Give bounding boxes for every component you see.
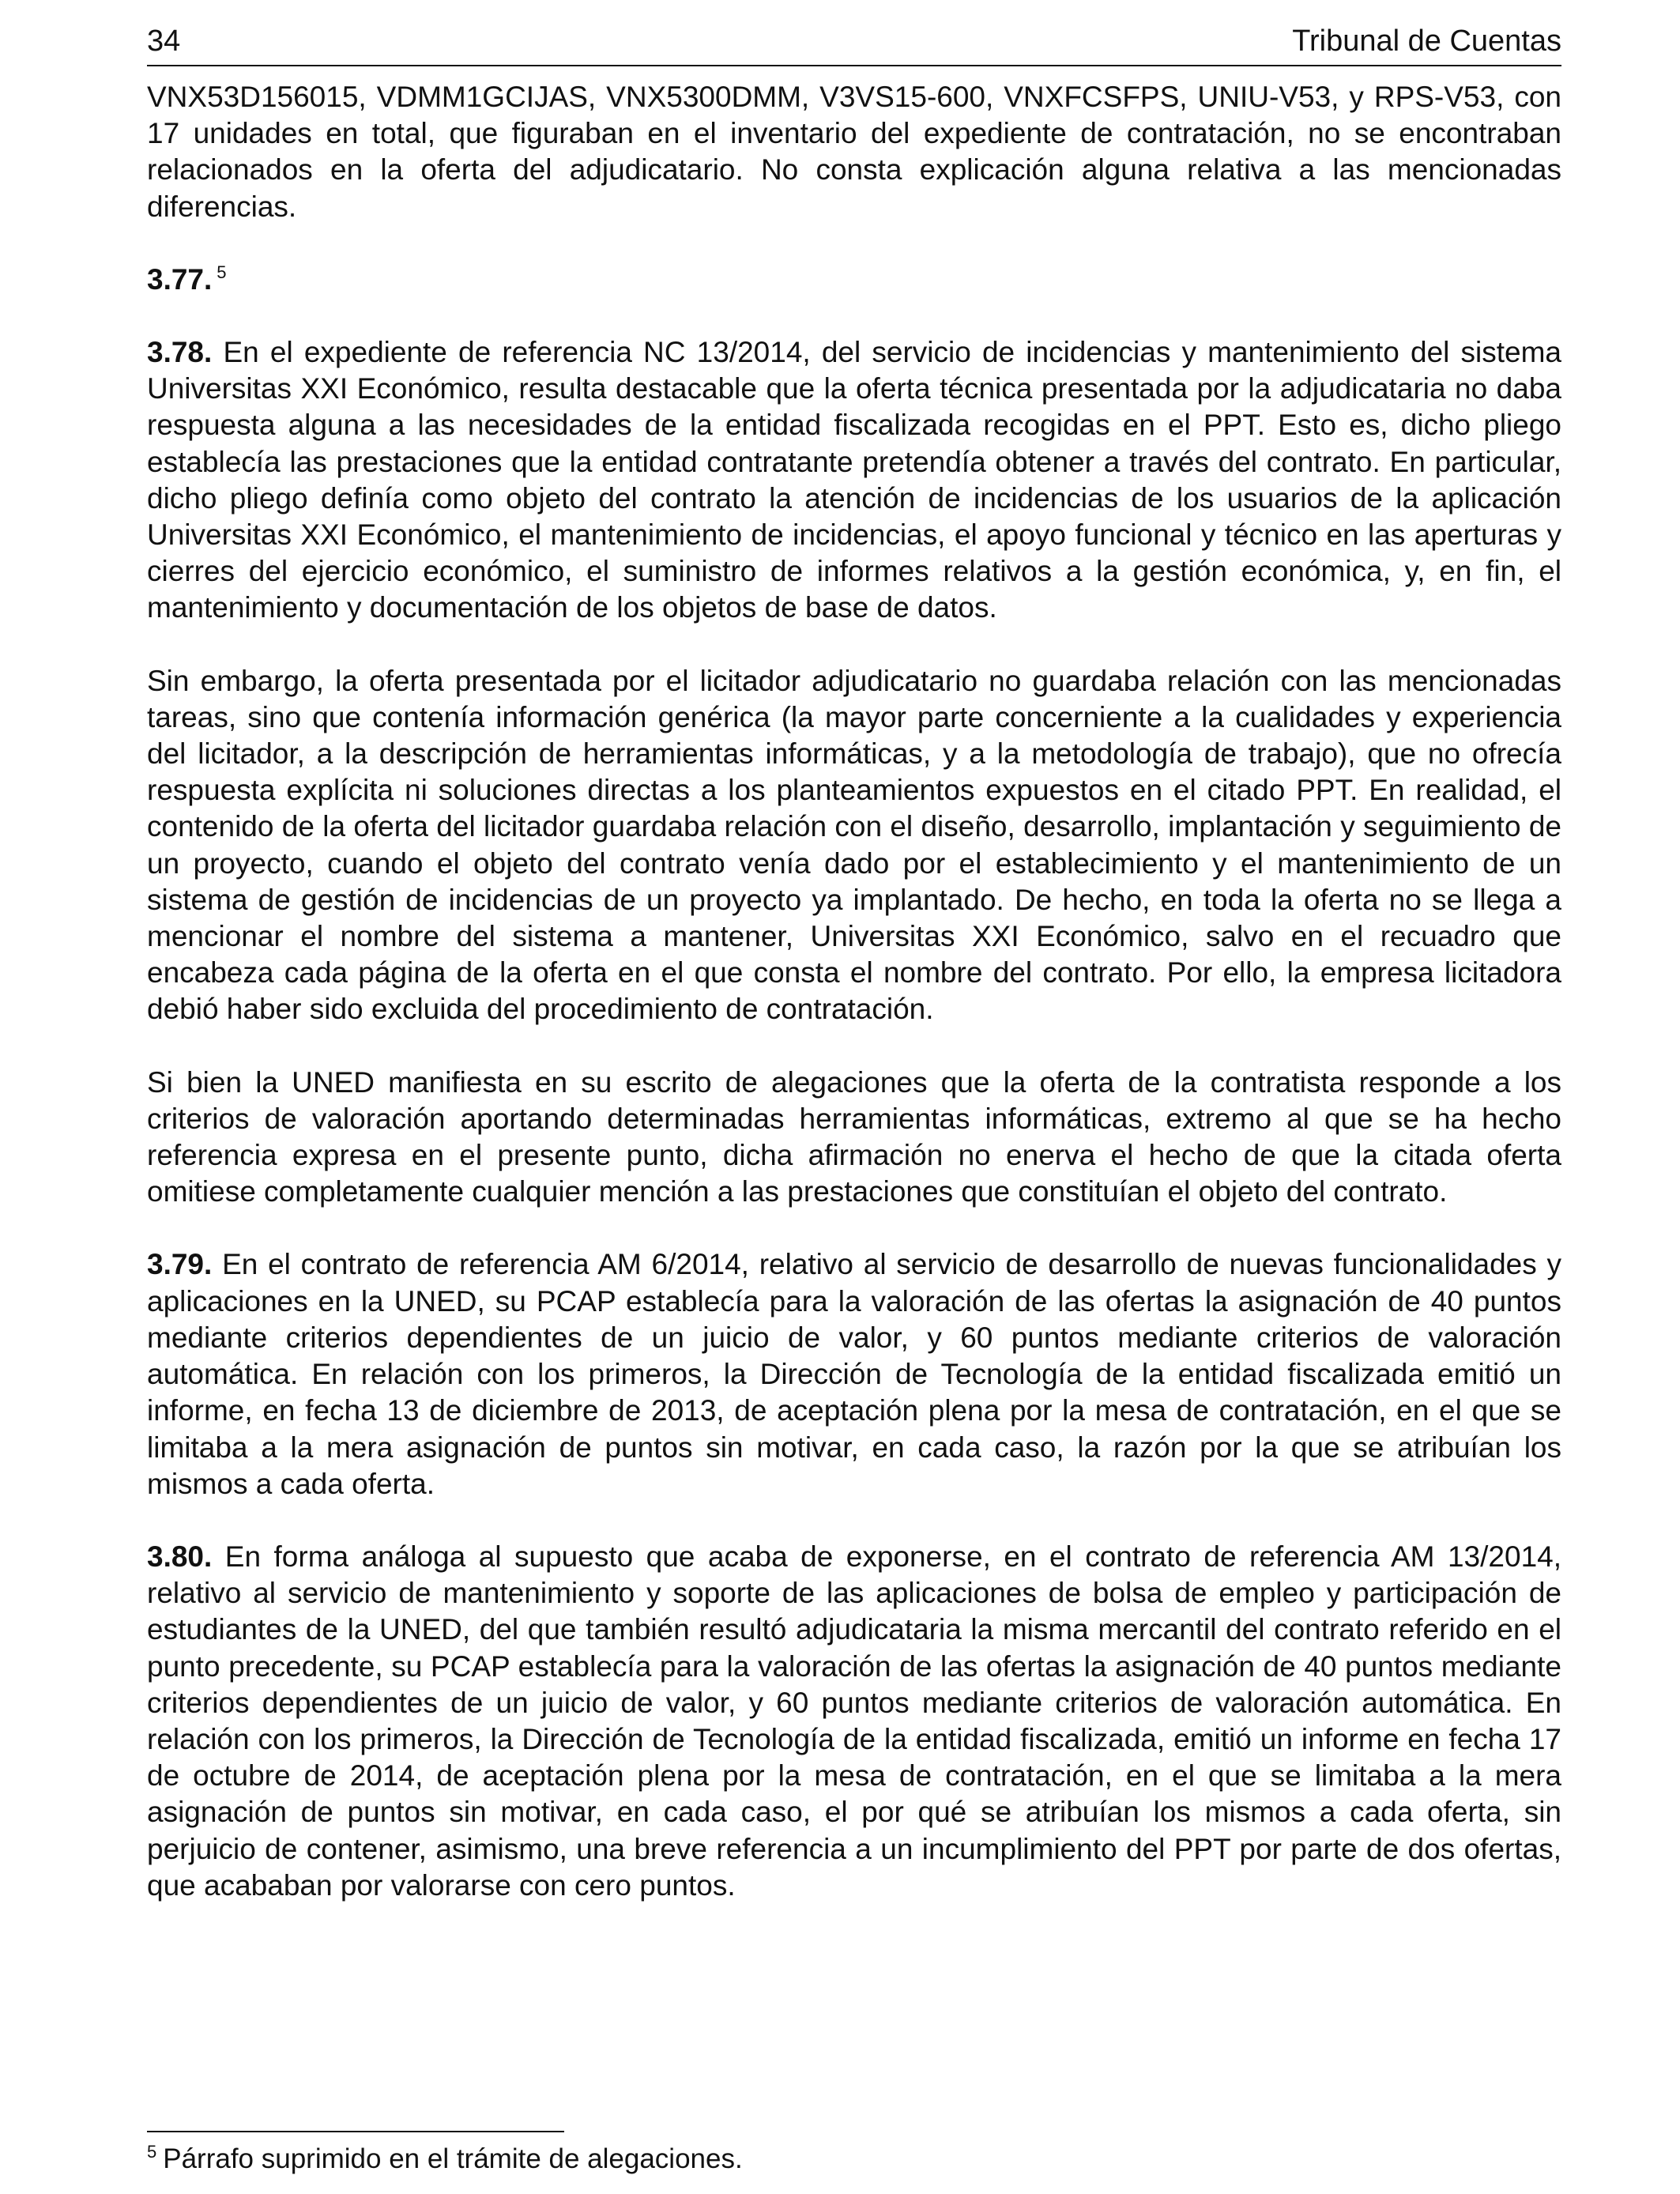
paragraph-text: En el expediente de referencia NC 13/2014, del servicio de incidencias y mantenimiento del sistema Universitas XXI Económico, resulta destacable que la oferta técnica presentada por la adjudicataria no daba respuesta alguna a las necesidades de la entidad fiscalizada recogidas en el PPT. Esto es, dicho pliego establecía las prestaciones que la entidad contratante pretendía obtener a través del contrato. En particular, dicho pliego definía como objeto del contrato la atención de incidencias de los usuarios de la aplicación Universitas XXI Económico, el mantenimiento de incidencias, el apoyo funcional y técnico en las aperturas y cierres del ejercicio económico, el suministro de informes relativos a la gestión económica, y, en fin, el mantenimiento y documentación de los objetos de base de datos. <box>147 336 1562 624</box>
paragraph-3-78-c: Si bien la UNED manifiesta en su escrito de alegaciones que la oferta de la contratista responde a los criterios de valoración aportando determinadas herramientas informáticas, extremo al que se ha hecho referencia expresa en el presente punto, dicha afirmación no enerva el hecho de que la citada oferta omitiese completamente cualquier mención a las prestaciones que constituían el objeto del contrato. <box>147 1065 1561 1208</box>
footnote-reference: 5 <box>217 262 227 283</box>
paragraph-number: 3.79. <box>147 1248 213 1281</box>
document-page <box>147 22 1561 1940</box>
paragraph-number: 3.78. <box>147 336 213 369</box>
footnote-text: Párrafo suprimido en el trámite de alegaciones. <box>163 2143 743 2174</box>
paragraph-3-79 <box>147 1246 1561 1502</box>
page-header <box>147 22 1561 66</box>
footnote-divider <box>147 2131 564 2132</box>
header-title: Tribunal de Cuentas <box>1292 25 1561 58</box>
page-number: 34 <box>147 25 181 58</box>
paragraph-number: 3.80. <box>147 1540 213 1573</box>
footnote-mark: 5 <box>147 2142 157 2162</box>
paragraph-3-78-b: Sin embargo, la oferta presentada por el licitador adjudicatario no guardaba relación con las mencionadas tareas, sino que contenía información genérica (la mayor parte concerniente a la cualidades y experiencia del licitador, a la descripción de herramientas informáticas, y a la metodología de trabajo), que no ofrecía respuesta explícita ni soluciones directas a los planteamientos expuestos en el citado PPT. En realidad, el contenido de la oferta del licitador guardaba relación con el diseño, desarrollo, implantación y seguimiento de un proyecto, cuando el objeto del contrato venía dado por el establecimiento y el mantenimiento de un sistema de gestión de incidencias de un proyecto ya implantado. De hecho, en toda la oferta no se llega a mencionar el nombre del sistema a mantener, Universitas XXI Económico, salvo en el recuadro que encabeza cada página de la oferta en el que consta el nombre del contrato. Por ello, la empresa licitadora debió haber sido excluida del procedimiento de contratación. <box>147 664 1561 1026</box>
paragraph-3-78 <box>147 334 1561 627</box>
body-text <box>147 79 1561 1904</box>
paragraph-3-80 <box>147 1539 1561 1904</box>
paragraph-text: En el contrato de referencia AM 6/2014, relativo al servicio de desarrollo de nuevas funcionalidades y aplicaciones en la UNED, su PCAP establecía para la valoración de las ofertas la asignación de 40 puntos mediante criterios dependientes de un juicio de valor, y 60 puntos mediante criterios de valoración automática. En relación con los primeros, la Dirección de Tecnología de la entidad fiscalizada emitió un informe, en fecha 13 de diciembre de 2013, de aceptación plena por la mesa de contratación, en el que se limitaba a la mera asignación de puntos sin motivar, en cada caso, la razón por la que se atribuían los mismos a cada oferta. <box>147 1248 1561 1500</box>
paragraph-text: En forma análoga al supuesto que acaba de exponerse, en el contrato de referencia AM 13/2014, relativo al servicio de mantenimiento y soporte de las aplicaciones de bolsa de empleo y participación de estudiantes de la UNED, del que también resultó adjudicataria la misma mercantil del contrato referido en el punto precedente, su PCAP establecía para la valoración de las ofertas la asignación de 40 puntos mediante criterios dependientes de un juicio de valor, y 60 puntos mediante criterios de valoración automática. En relación con los primeros, la Dirección de Tecnología de la entidad fiscalizada, emitió un informe en fecha 17 de octubre de 2014, de aceptación plena por la mesa de contratación, en el que se limitaba a la mera asignación de puntos sin motivar, en cada caso, el por qué se atribuían los mismos a cada oferta, sin perjuicio de contener, asimismo, una breve referencia a un incumplimiento del PPT por parte de dos ofertas, que acababan por valorarse con cero puntos. <box>147 1540 1562 1902</box>
paragraph-3-77 <box>147 262 1561 298</box>
footnote <box>147 2143 743 2175</box>
paragraph-continuation: VNX53D156015, VDMM1GCIJAS, VNX5300DMM, V3VS15-600, VNXFCSFPS, UNIU-V53, y RPS-V53, con 17 unidades en total, que figuraban en el inventario del expediente de contratación, no se encontraban relacionados en la oferta del adjudicatario. No consta explicación alguna relativa a las mencionadas diferencias. <box>147 81 1561 223</box>
paragraph-number: 3.77. <box>147 262 213 296</box>
